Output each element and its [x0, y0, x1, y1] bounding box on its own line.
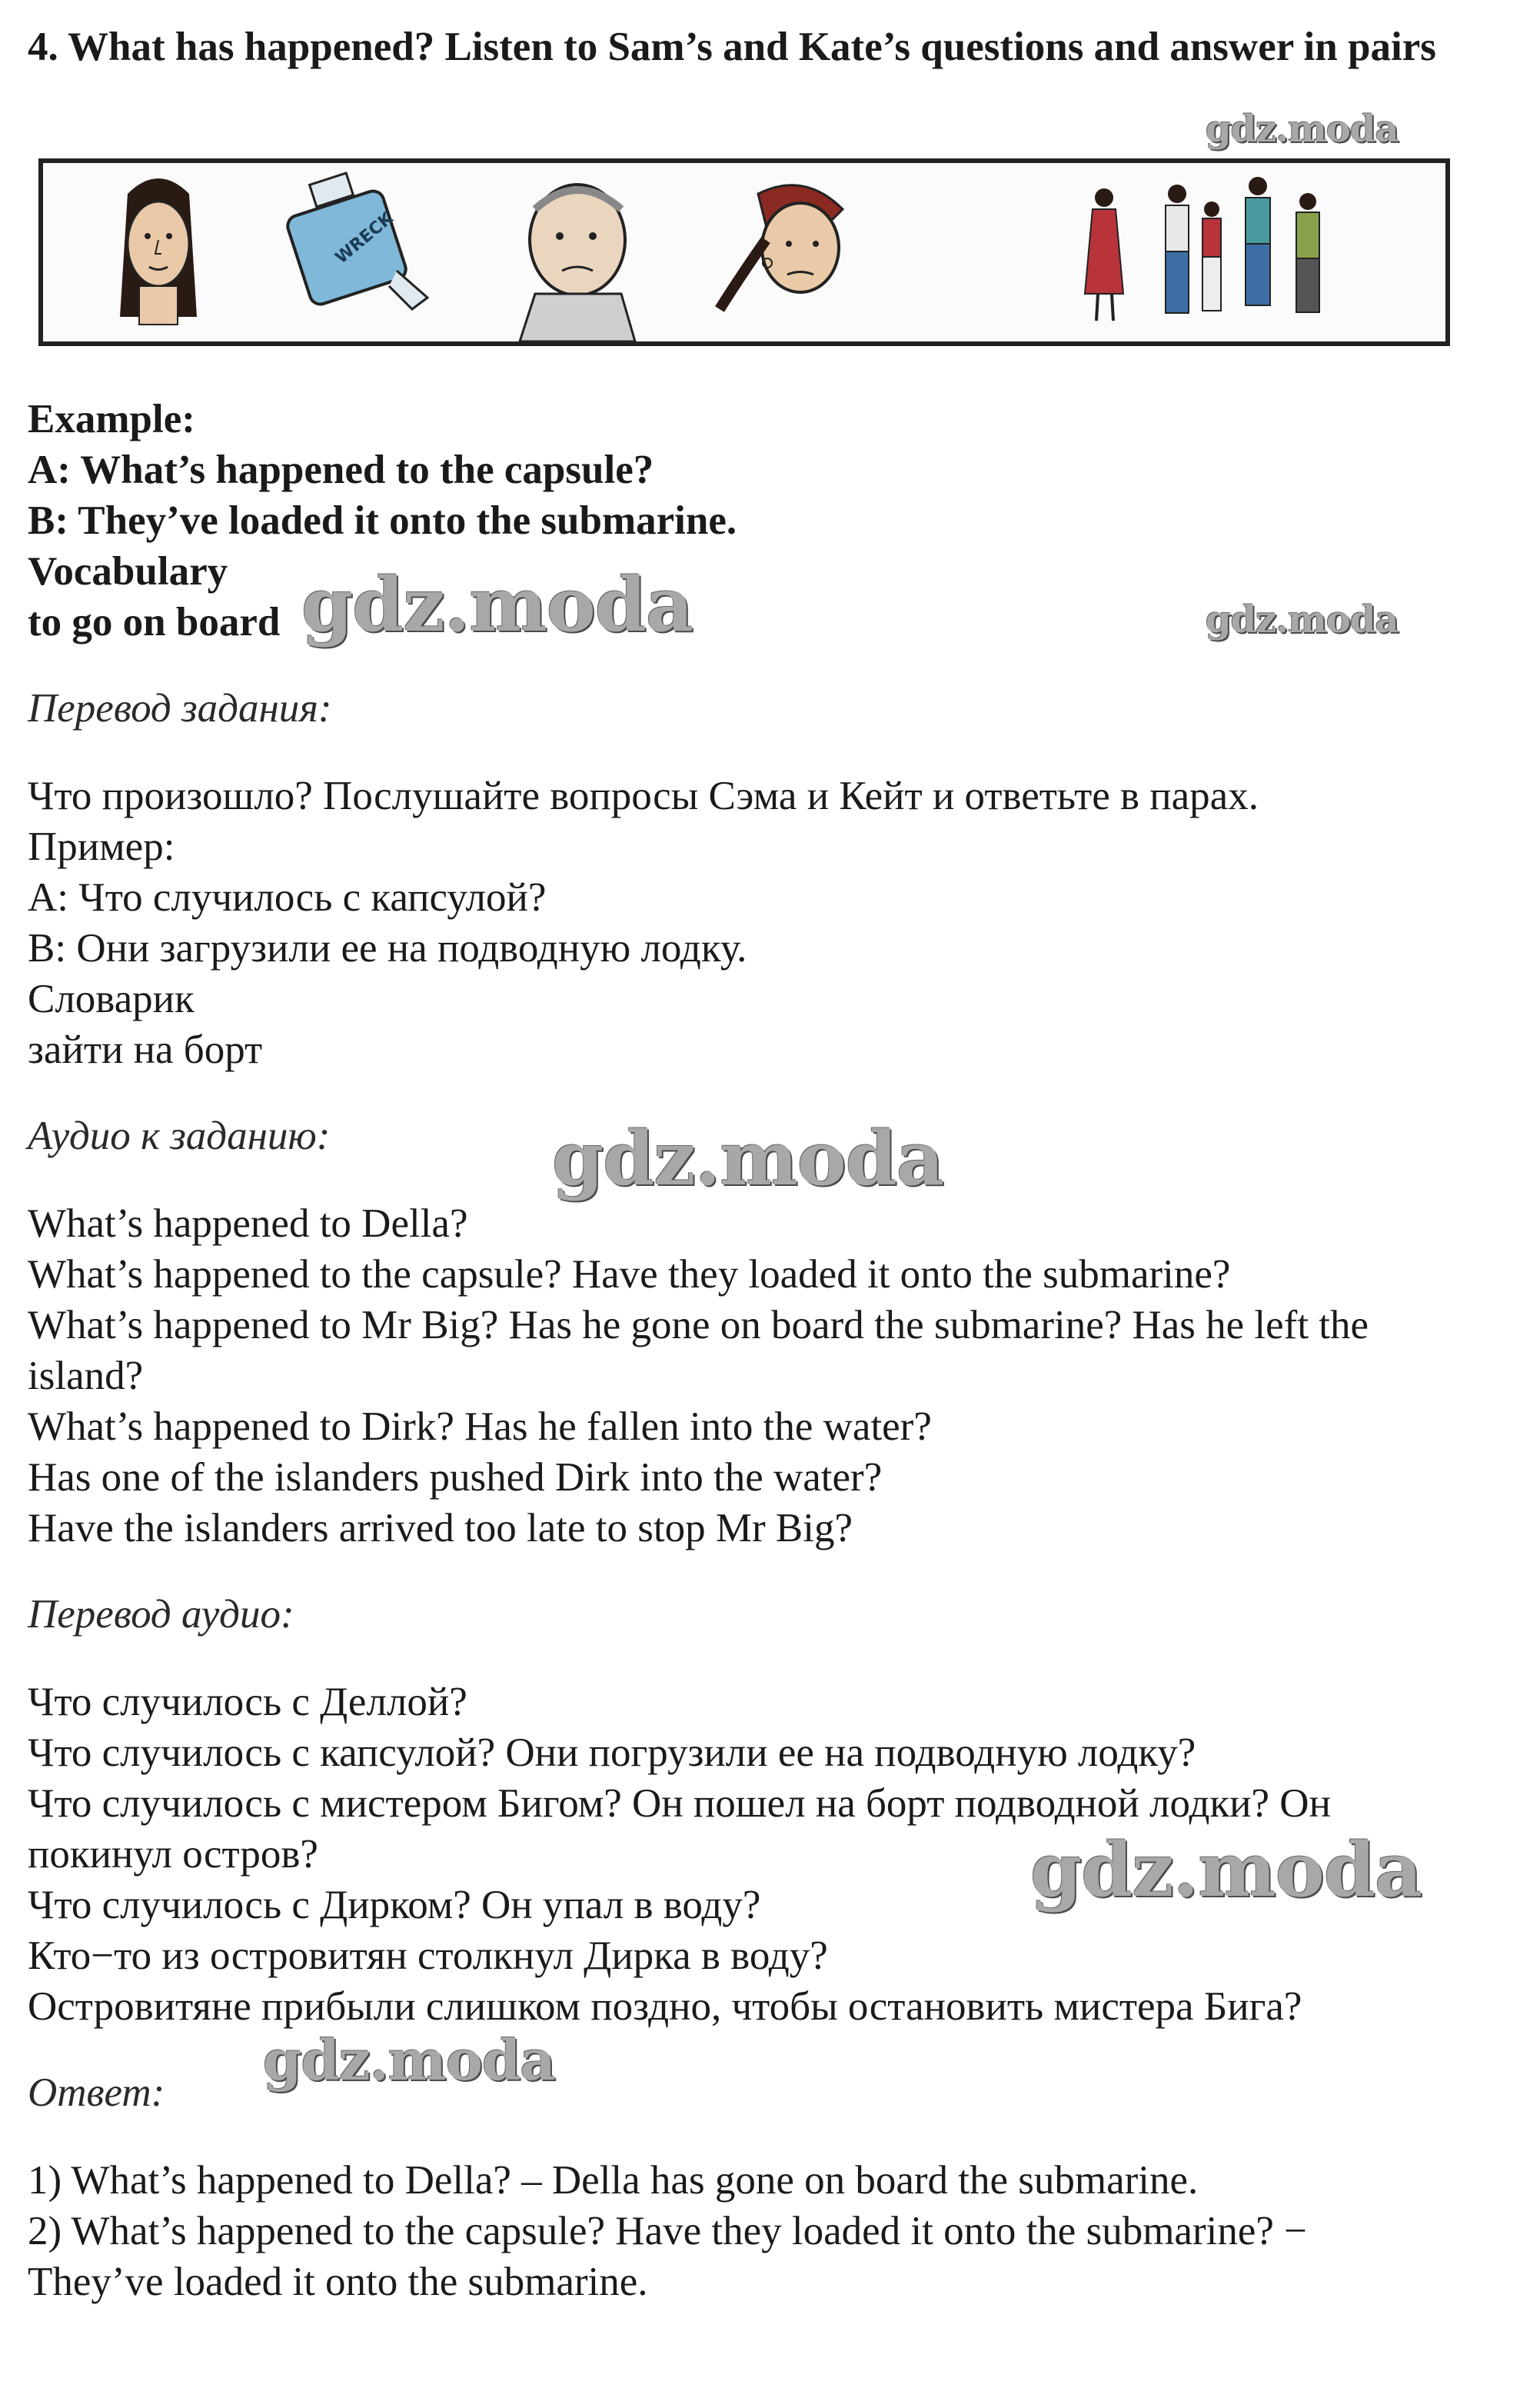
task-translation-line: Пример:: [28, 824, 175, 869]
audio-line: What’s happened to Della?: [28, 1201, 468, 1246]
audio-line: Have the islanders arrived too late to stop Mr Big?: [28, 1506, 853, 1550]
watermark: gdz.moda: [1206, 108, 1399, 151]
task-translation-line: Что произошло? Послушайте вопросы Сэма и Кейт и ответьте в парах.: [28, 774, 1259, 818]
answer-line: They’ve loaded it onto the submarine.: [28, 2260, 648, 2304]
answer-line: 2) What’s happened to the capsule? Have they loaded it onto the submarine? −: [28, 2209, 1308, 2253]
audio-translation-heading: Перевод аудио:: [28, 1592, 294, 1637]
watermark: gdz.moda: [263, 2027, 555, 2093]
audio-line: Has one of the islanders pushed Dirk into the water?: [28, 1455, 883, 1500]
task-translation-line: А: Что случилось с капсулой?: [28, 875, 547, 920]
capsule-label: WRECK: [331, 208, 397, 268]
watermark: gdz.moda: [1206, 598, 1399, 641]
audio-line: What’s happened to Mr Big? Has he gone on board the submarine? Has he left the: [28, 1303, 1369, 1347]
watermark: gdz.moda: [552, 1115, 944, 1202]
audio-translation-line: Что случилось с капсулой? Они погрузили ее на подводную лодку?: [28, 1730, 1196, 1775]
example-line-b: B: They’ve loaded it onto the submarine.: [28, 498, 737, 543]
task-title: 4. What has happened? Listen to Sam’s and Kate’s questions and answer in pairs: [28, 25, 1436, 69]
task-translation-line: Словарик: [28, 977, 195, 1021]
answer-line: 1) What’s happened to Della? – Della has gone on board the submarine.: [28, 2158, 1199, 2203]
della-portrait: [120, 178, 197, 325]
example-heading: Example:: [28, 397, 195, 441]
vocabulary-heading: Vocabulary: [28, 549, 228, 594]
islanders-group: [1085, 177, 1319, 321]
watermark: gdz.moda: [301, 561, 693, 648]
audio-translation-line: Островитяне прибыли слишком поздно, чтобы остановить мистера Бига?: [28, 1984, 1302, 2029]
audio-translation-line: Что случилось с мистером Бигом? Он пошел на борт подводной лодки? Он: [28, 1781, 1331, 1826]
audio-translation-line: покинул остров?: [28, 1832, 318, 1877]
vocabulary-item: to go on board: [28, 600, 281, 644]
audio-line: What’s happened to Dirk? Has he fallen into the water?: [28, 1404, 932, 1449]
audio-translation-line: Что случилось с Дирком? Он упал в воду?: [28, 1883, 761, 1927]
capsule: [285, 173, 427, 309]
task-translation-line: зайти на борт: [28, 1027, 263, 1072]
dirk-portrait: [720, 185, 843, 309]
audio-line: island?: [28, 1354, 144, 1398]
task-translation-line: В: Они загрузили ее на подводную лодку.: [28, 926, 747, 971]
illustration-strip: [38, 158, 1450, 346]
watermark: gdz.moda: [1030, 1827, 1422, 1913]
mr-big-portrait: [520, 185, 635, 341]
illustration-art: [43, 163, 1445, 341]
example-line-a: A: What’s happened to the capsule?: [28, 448, 654, 492]
answer-heading: Ответ:: [28, 2070, 165, 2115]
audio-translation-line: Что случилось с Деллой?: [28, 1680, 467, 1724]
audio-heading: Аудио к заданию:: [28, 1114, 331, 1158]
audio-line: What’s happened to the capsule? Have they loaded it onto the submarine?: [28, 1252, 1231, 1297]
task-translation-heading: Перевод задания:: [28, 686, 332, 731]
audio-translation-line: Кто−то из островитян столкнул Дирка в воду?: [28, 1933, 828, 1978]
